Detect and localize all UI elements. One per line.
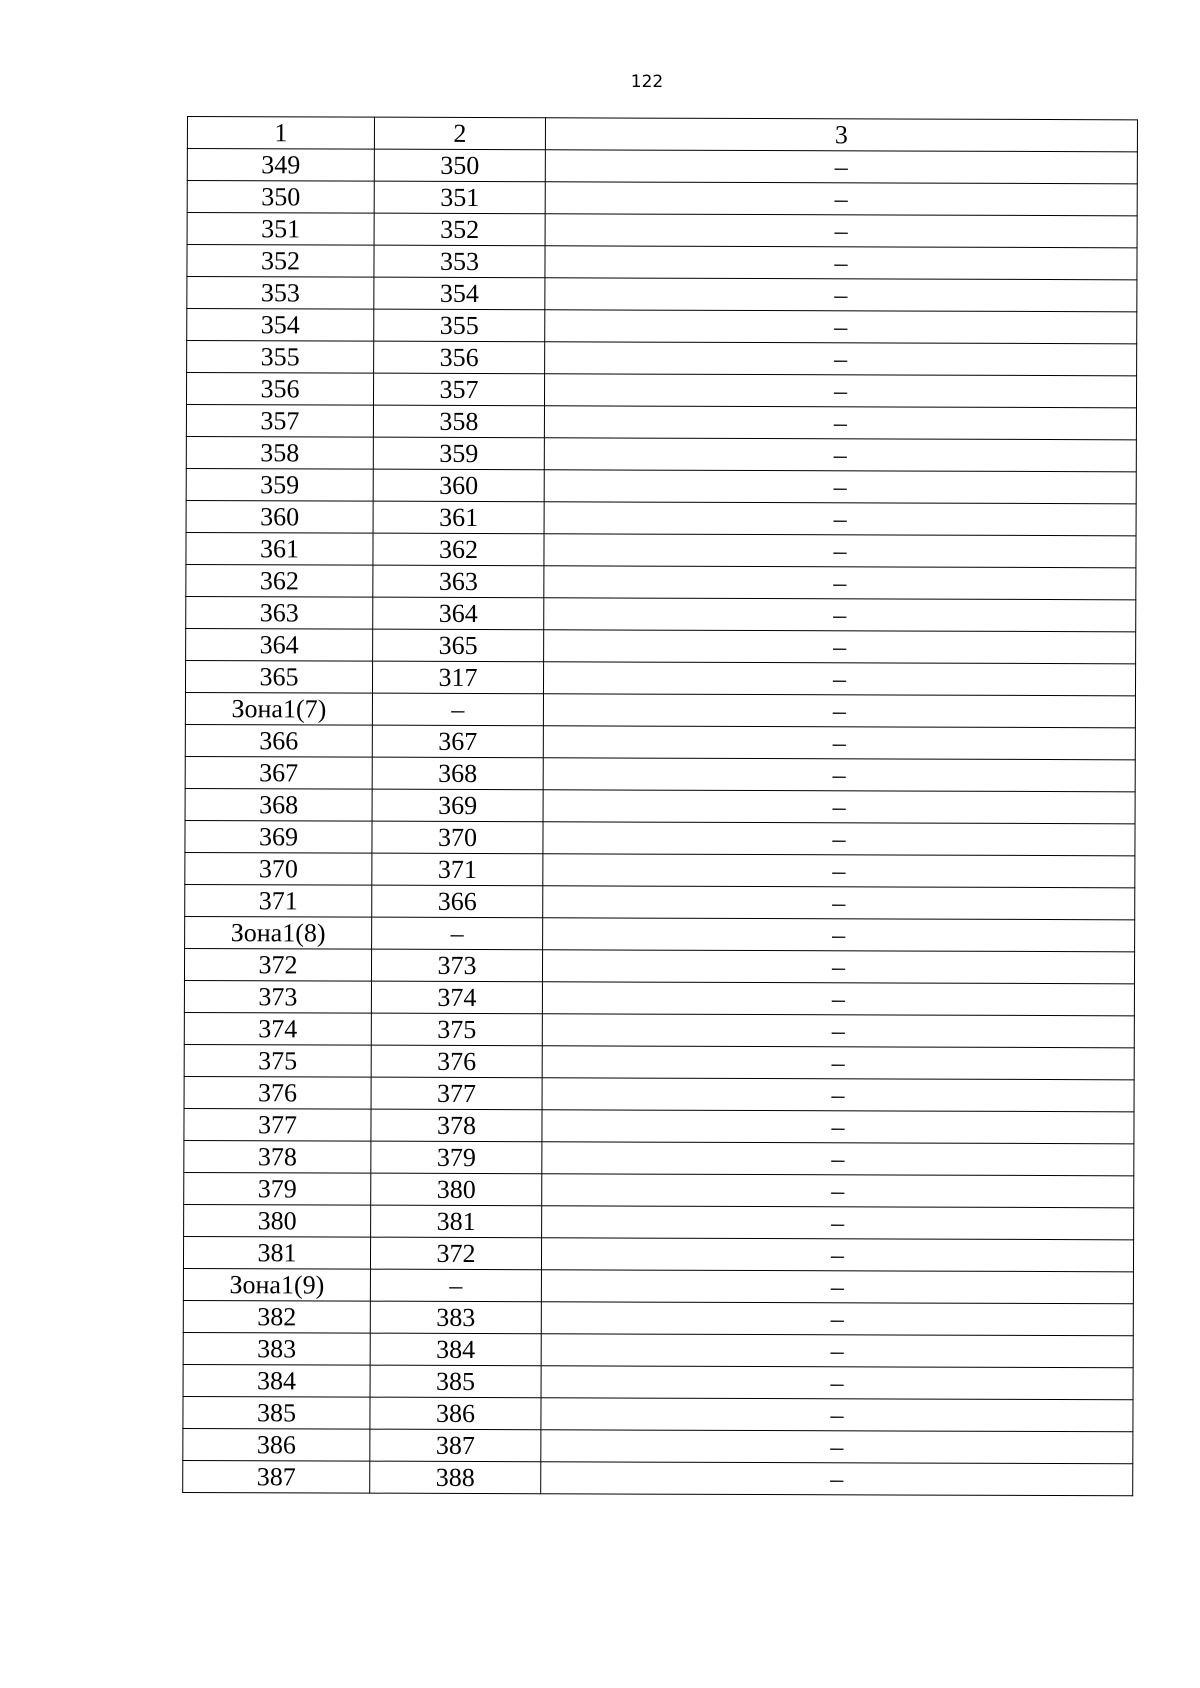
- table-row: [184, 1140, 1134, 1175]
- table-cell-col-3: –: [544, 374, 1136, 408]
- table-row: [186, 373, 1136, 408]
- table-cell-col-3: –: [542, 1142, 1134, 1176]
- table-cell-col-2: 367: [372, 725, 543, 758]
- table-cell-col-3: –: [542, 1206, 1134, 1240]
- table-row: [183, 1236, 1133, 1271]
- table-cell-col-3: –: [544, 502, 1136, 536]
- table-cell-col-1: 377: [184, 1108, 371, 1141]
- table-cell-col-2: 377: [371, 1077, 542, 1110]
- table-cell-col-3: –: [541, 1302, 1133, 1336]
- table-cell-col-3: –: [543, 854, 1135, 888]
- table-cell-col-3: –: [545, 310, 1137, 344]
- table-cell-col-1: 356: [186, 373, 373, 406]
- table-cell-col-1: 353: [187, 277, 374, 310]
- table-cell-col-2: –: [372, 917, 543, 950]
- header-cell-col-3: 3: [545, 118, 1137, 152]
- table-cell-col-2: 375: [371, 1013, 542, 1046]
- table-cell-col-2: 354: [374, 277, 545, 310]
- table-cell-col-1: 350: [187, 181, 374, 214]
- table-cell-col-3: –: [544, 630, 1136, 664]
- table-row: [187, 213, 1137, 248]
- table-cell-col-3: –: [543, 886, 1135, 920]
- table-cell-col-3: –: [541, 1270, 1133, 1304]
- table-cell-col-1: 381: [183, 1236, 370, 1269]
- table-cell-col-2: 360: [373, 469, 544, 502]
- table-row: [183, 1364, 1133, 1399]
- table-cell-col-1: Зона1(8): [185, 916, 372, 949]
- table-cell-col-2: 370: [372, 821, 543, 854]
- table-row: [184, 948, 1134, 983]
- table-cell-col-3: –: [542, 1078, 1134, 1112]
- table-body: [183, 117, 1138, 1496]
- table-row: [187, 341, 1137, 376]
- table-row: [184, 1044, 1134, 1079]
- header-cell-col-2: 2: [374, 117, 545, 150]
- table-cell-col-3: –: [544, 598, 1136, 632]
- table-row: [185, 788, 1135, 823]
- table-row: [183, 1268, 1133, 1303]
- table-cell-col-2: 379: [371, 1141, 542, 1174]
- table-cell-col-2: 388: [370, 1461, 541, 1494]
- table-cell-col-3: –: [543, 662, 1135, 696]
- table-cell-col-2: 384: [370, 1333, 541, 1366]
- table-cell-col-1: 384: [183, 1364, 370, 1397]
- table-cell-col-1: 363: [186, 596, 373, 629]
- table-cell-col-2: 359: [373, 437, 544, 470]
- table-cell-col-2: 369: [372, 789, 543, 822]
- table-cell-col-3: –: [544, 470, 1136, 504]
- table-row: [184, 1108, 1134, 1143]
- table-cell-col-1: 374: [184, 1012, 371, 1045]
- table-cell-col-1: Зона1(9): [183, 1268, 370, 1301]
- table-row: [185, 692, 1135, 727]
- table-cell-col-2: 355: [374, 309, 545, 342]
- table-row: [184, 1076, 1134, 1111]
- table-cell-col-2: 386: [370, 1397, 541, 1430]
- table-cell-col-1: 354: [187, 309, 374, 342]
- table-cell-col-1: 387: [183, 1460, 370, 1493]
- table-cell-col-3: –: [545, 182, 1137, 216]
- table-cell-col-1: 364: [186, 628, 373, 661]
- table-cell-col-3: –: [543, 822, 1135, 856]
- table-row: [186, 500, 1136, 535]
- table-row: [185, 884, 1135, 919]
- header-cell-col-1: 1: [187, 117, 374, 150]
- table-cell-col-1: 383: [183, 1332, 370, 1365]
- table-row: [186, 468, 1136, 503]
- table-row: [187, 181, 1137, 216]
- table-row: [186, 532, 1136, 567]
- table-cell-col-2: 361: [373, 501, 544, 534]
- table-cell-col-3: –: [543, 694, 1135, 728]
- table-cell-col-3: –: [541, 1430, 1133, 1464]
- table-row: [183, 1460, 1133, 1495]
- table-row: [185, 756, 1135, 791]
- table-cell-col-3: –: [542, 1174, 1134, 1208]
- table-row: [187, 277, 1137, 312]
- table-cell-col-3: –: [545, 150, 1137, 184]
- table-row: [186, 436, 1136, 471]
- table-cell-col-3: –: [542, 1110, 1134, 1144]
- table-cell-col-3: –: [544, 438, 1136, 472]
- table-cell-col-3: –: [541, 1398, 1133, 1432]
- table-cell-col-1: 362: [186, 564, 373, 597]
- table-cell-col-3: –: [544, 534, 1136, 568]
- table-cell-col-2: 356: [374, 341, 545, 374]
- table-row: [186, 405, 1136, 440]
- table-cell-col-2: 350: [374, 149, 545, 182]
- table-row: [185, 724, 1135, 759]
- table-cell-col-2: –: [370, 1269, 541, 1302]
- table-cell-col-3: –: [543, 726, 1135, 760]
- table-cell-col-1: 373: [184, 980, 371, 1013]
- table-cell-col-3: –: [541, 1238, 1133, 1272]
- table-cell-col-2: 366: [372, 885, 543, 918]
- table-row: [183, 1300, 1133, 1335]
- table-cell-col-1: 375: [184, 1044, 371, 1077]
- table-cell-col-2: 351: [374, 181, 545, 214]
- table-cell-col-1: 380: [184, 1204, 371, 1237]
- table-cell-col-1: 360: [186, 500, 373, 533]
- table-cell-col-1: 371: [185, 884, 372, 917]
- table-row: [187, 149, 1137, 184]
- table-cell-col-1: 370: [185, 852, 372, 885]
- table-row: [183, 1332, 1133, 1367]
- table-cell-col-2: 362: [373, 533, 544, 566]
- table-cell-col-1: 359: [186, 468, 373, 501]
- table-cell-col-1: 368: [185, 788, 372, 821]
- table-row: [185, 820, 1135, 855]
- table-cell-col-1: 379: [184, 1172, 371, 1205]
- data-table: [182, 116, 1138, 1496]
- table-cell-col-3: –: [544, 406, 1136, 440]
- table-cell-col-1: 385: [183, 1396, 370, 1429]
- table-cell-col-2: 357: [373, 373, 544, 406]
- table-cell-col-1: 349: [187, 149, 374, 182]
- table-cell-col-1: 355: [187, 341, 374, 374]
- table-row: [184, 1012, 1134, 1047]
- table-cell-col-3: –: [543, 758, 1135, 792]
- table-row: [186, 564, 1136, 599]
- table-cell-col-1: 386: [183, 1428, 370, 1461]
- table-cell-col-2: 358: [373, 405, 544, 438]
- table-cell-col-2: 373: [371, 949, 542, 982]
- table-cell-col-2: 387: [370, 1429, 541, 1462]
- table-cell-col-2: 380: [371, 1173, 542, 1206]
- table-cell-col-1: 352: [187, 245, 374, 278]
- table-row: [184, 1172, 1134, 1207]
- table-cell-col-2: 381: [371, 1205, 542, 1238]
- table-cell-col-3: –: [542, 982, 1134, 1016]
- table-cell-col-2: 376: [371, 1045, 542, 1078]
- table-cell-col-2: 368: [372, 757, 543, 790]
- table-cell-col-2: –: [372, 693, 543, 726]
- table-cell-col-3: –: [545, 342, 1137, 376]
- table-cell-col-1: 369: [185, 820, 372, 853]
- table-row: [187, 309, 1137, 344]
- table-cell-col-3: –: [543, 790, 1135, 824]
- table-cell-col-2: 353: [374, 245, 545, 278]
- table-cell-col-3: –: [542, 1046, 1134, 1080]
- table-cell-col-3: –: [545, 278, 1137, 312]
- page-number: 122: [630, 72, 664, 92]
- table-row: [185, 916, 1135, 951]
- table-cell-col-1: Зона1(7): [185, 692, 372, 725]
- table-cell-col-3: –: [542, 1014, 1134, 1048]
- table-cell-col-2: 378: [371, 1109, 542, 1142]
- table-row: [183, 1428, 1133, 1463]
- table-cell-col-2: 363: [373, 565, 544, 598]
- table-cell-col-2: 383: [370, 1301, 541, 1334]
- table-cell-col-3: –: [545, 246, 1137, 280]
- table-cell-col-2: 365: [373, 629, 544, 662]
- table-cell-col-1: 357: [186, 405, 373, 438]
- table-cell-col-1: 378: [184, 1140, 371, 1173]
- table-cell-col-2: 371: [372, 853, 543, 886]
- table-cell-col-3: –: [542, 950, 1134, 984]
- table-cell-col-3: –: [541, 1334, 1133, 1368]
- table-cell-col-1: 365: [185, 660, 372, 693]
- table-cell-col-1: 376: [184, 1076, 371, 1109]
- table-cell-col-3: –: [544, 566, 1136, 600]
- table-cell-col-1: 366: [185, 724, 372, 757]
- table-row: [183, 1396, 1133, 1431]
- table-cell-col-2: 352: [374, 213, 545, 246]
- table-row: [185, 660, 1135, 695]
- table-cell-col-2: 385: [370, 1365, 541, 1398]
- table-header-row: [187, 117, 1137, 152]
- table-row: [185, 852, 1135, 887]
- table-cell-col-1: 372: [184, 948, 371, 981]
- table-row: [184, 1204, 1134, 1239]
- table-cell-col-3: –: [543, 918, 1135, 952]
- table-cell-col-1: 361: [186, 532, 373, 565]
- table-cell-col-1: 367: [185, 756, 372, 789]
- table-row: [184, 980, 1134, 1015]
- table-cell-col-1: 382: [183, 1300, 370, 1333]
- table-row: [186, 596, 1136, 631]
- table-cell-col-1: 358: [186, 436, 373, 469]
- table-row: [187, 245, 1137, 280]
- table-cell-col-3: –: [545, 214, 1137, 248]
- table-cell-col-3: –: [541, 1366, 1133, 1400]
- table-row: [186, 628, 1136, 663]
- table-cell-col-2: 372: [370, 1237, 541, 1270]
- table-cell-col-2: 317: [372, 661, 543, 694]
- table-cell-col-3: –: [541, 1462, 1133, 1496]
- table-cell-col-2: 364: [373, 597, 544, 630]
- table-cell-col-2: 374: [371, 981, 542, 1014]
- table-cell-col-1: 351: [187, 213, 374, 246]
